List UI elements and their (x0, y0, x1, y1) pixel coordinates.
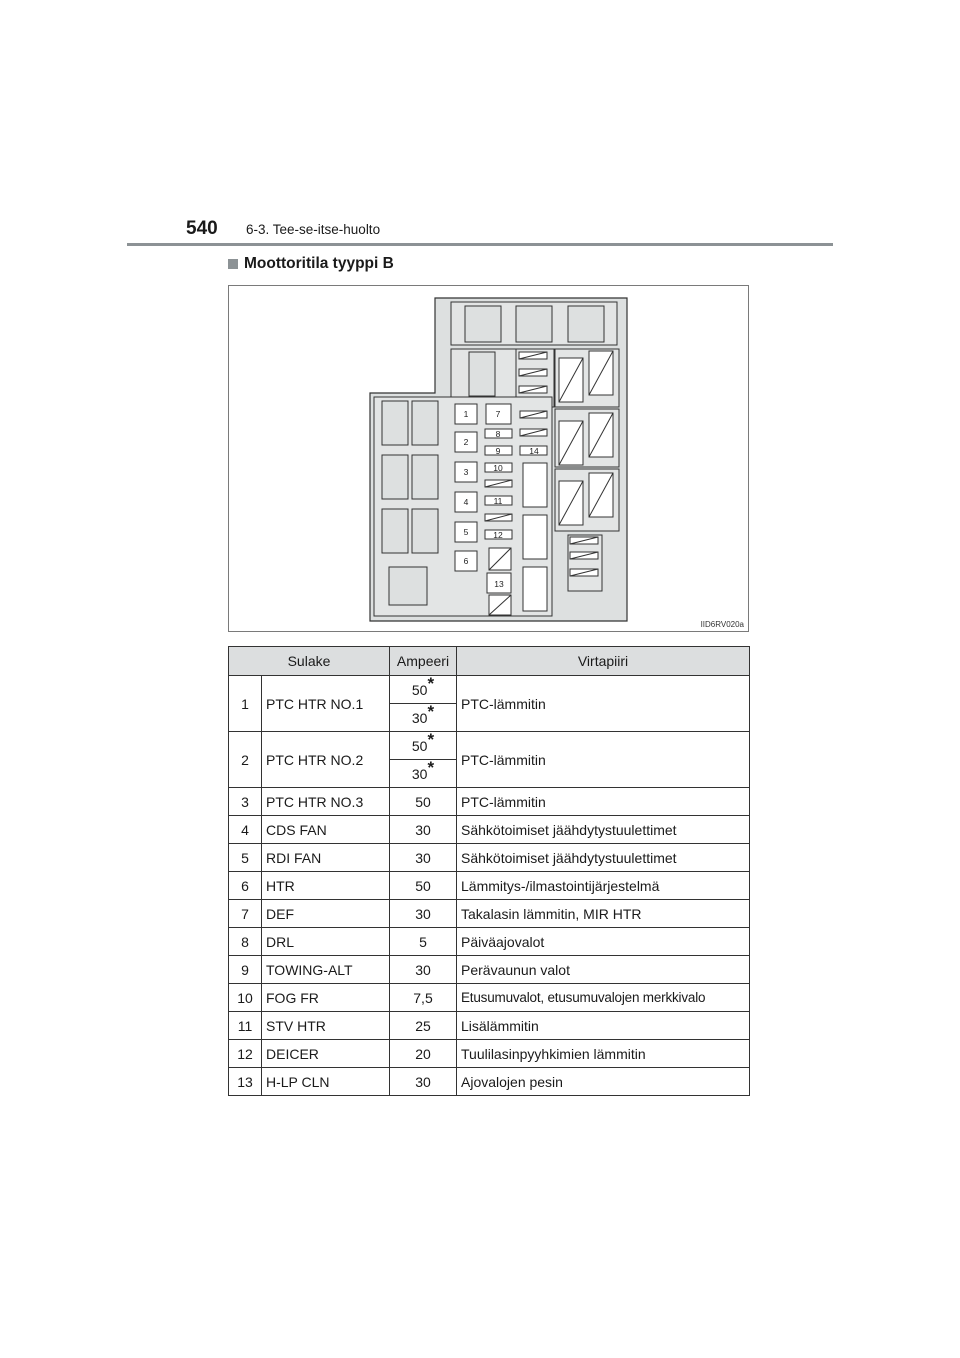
fuse-circuit: Päiväajovalot (457, 928, 750, 956)
fuse-table (228, 646, 750, 1096)
fuse-label-4: 4 (463, 497, 469, 507)
fuse-circuit: Perävaunun valot (457, 956, 750, 984)
fuse-name: DEICER (262, 1040, 390, 1068)
fuse-name: DRL (262, 928, 390, 956)
table-row (229, 788, 750, 816)
fuse-number: 12 (229, 1040, 262, 1068)
fuse-number: 8 (229, 928, 262, 956)
fuse-label-12: 12 (493, 530, 503, 540)
fuse-name: HTR (262, 872, 390, 900)
footnote-star: * (427, 673, 435, 693)
fuse-circuit: PTC-lämmitin (457, 788, 750, 816)
fuse-amps: 50 (390, 872, 457, 900)
fuse-amps: 30* (390, 760, 457, 788)
fuse-number: 9 (229, 956, 262, 984)
fuse-amps: 30 (390, 816, 457, 844)
fuse-amps: 30 (390, 956, 457, 984)
fuse-name: RDI FAN (262, 844, 390, 872)
fuse-amps: 25 (390, 1012, 457, 1040)
fuse-circuit: Sähkötoimiset jäähdytystuulettimet (457, 816, 750, 844)
fuse-name: PTC HTR NO.1 (262, 676, 390, 732)
fuse-label-2: 2 (463, 437, 469, 447)
fuse-name: DEF (262, 900, 390, 928)
fuse-name: PTC HTR NO.3 (262, 788, 390, 816)
fuse-circuit: Sähkötoimiset jäähdytystuulettimet (457, 844, 750, 872)
fuse-circuit: Lisälämmitin (457, 1012, 750, 1040)
header-circuit: Virtapiiri (457, 647, 750, 676)
fuse-amps: 30 (390, 1068, 457, 1096)
fuse-number: 7 (229, 900, 262, 928)
fuse-label-6: 6 (463, 556, 469, 566)
fuse-number: 5 (229, 844, 262, 872)
fuse-name: STV HTR (262, 1012, 390, 1040)
table-row (229, 1040, 750, 1068)
footnote-star: * (427, 757, 435, 777)
fuse-amps: 30* (390, 704, 457, 732)
table-row (229, 676, 750, 704)
fuse-name: TOWING-ALT (262, 956, 390, 984)
fuse-number: 6 (229, 872, 262, 900)
square-bullet-icon (228, 259, 238, 269)
fuse-amps: 20 (390, 1040, 457, 1068)
fuse-circuit: Ajovalojen pesin (457, 1068, 750, 1096)
footnote-star: * (427, 701, 435, 721)
fuse-number: 10 (229, 984, 262, 1012)
fuse-circuit: PTC-lämmitin (457, 676, 750, 732)
header-amps: Ampeeri (390, 647, 457, 676)
fuse-circuit: Tuulilasinpyyhkimien lämmitin (457, 1040, 750, 1068)
page-number: 540 (186, 218, 218, 239)
fuse-label-10: 10 (493, 463, 503, 473)
table-row (229, 956, 750, 984)
fuse-box-diagram (229, 286, 750, 633)
fuse-number: 4 (229, 816, 262, 844)
fuse-label-14: 14 (529, 446, 539, 456)
fuse-circuit: PTC-lämmitin (457, 732, 750, 788)
fuse-circuit: Lämmitys-/ilmastointijärjestelmä (457, 872, 750, 900)
fuse-name: FOG FR (262, 984, 390, 1012)
fuse-name: PTC HTR NO.2 (262, 732, 390, 788)
fuse-label-9: 9 (495, 446, 501, 456)
fuse-circuit: Takalasin lämmitin, MIR HTR (457, 900, 750, 928)
fuse-number: 3 (229, 788, 262, 816)
fuse-amps: 50 (390, 788, 457, 816)
header-divider (127, 243, 833, 246)
table-row (229, 984, 750, 1012)
fuse-label-1: 1 (463, 409, 469, 419)
fuse-name: H-LP CLN (262, 1068, 390, 1096)
fuse-label-7: 7 (495, 409, 501, 419)
footnote-star: * (427, 729, 435, 749)
table-row (229, 1068, 750, 1096)
table-row (229, 872, 750, 900)
fuse-name: CDS FAN (262, 816, 390, 844)
fuse-label-5: 5 (463, 527, 469, 537)
section-title: 6-3. Tee-se-itse-huolto (246, 222, 381, 237)
fuse-amps: 30 (390, 900, 457, 928)
fuse-number: 2 (229, 732, 262, 788)
figure-code: IID6RV020a (700, 620, 744, 629)
fuse-label-13: 13 (494, 579, 504, 589)
table-row (229, 1012, 750, 1040)
table-row (229, 928, 750, 956)
fuse-circuit: Etusumuvalot, etusumuvalojen merkkivalo (457, 984, 750, 1012)
heading (228, 255, 394, 273)
fuse-number: 13 (229, 1068, 262, 1096)
table-row (229, 816, 750, 844)
table-row (229, 732, 750, 760)
fuse-amps: 30 (390, 844, 457, 872)
fuse-amps: 50* (390, 732, 457, 760)
fuse-box-figure (228, 285, 749, 632)
fuse-label-8: 8 (495, 429, 501, 439)
fuse-amps: 5 (390, 928, 457, 956)
fuse-number: 11 (229, 1012, 262, 1040)
fuse-label-3: 3 (463, 467, 469, 477)
fuse-amps: 50* (390, 676, 457, 704)
fuse-label-11: 11 (493, 496, 503, 506)
fuse-amps: 7,5 (390, 984, 457, 1012)
table-row (229, 900, 750, 928)
fuse-number: 1 (229, 676, 262, 732)
header-fuse: Sulake (229, 647, 390, 676)
table-row (229, 844, 750, 872)
heading-text: Moottoritila tyyppi B (244, 255, 394, 272)
table-header-row (229, 647, 750, 676)
